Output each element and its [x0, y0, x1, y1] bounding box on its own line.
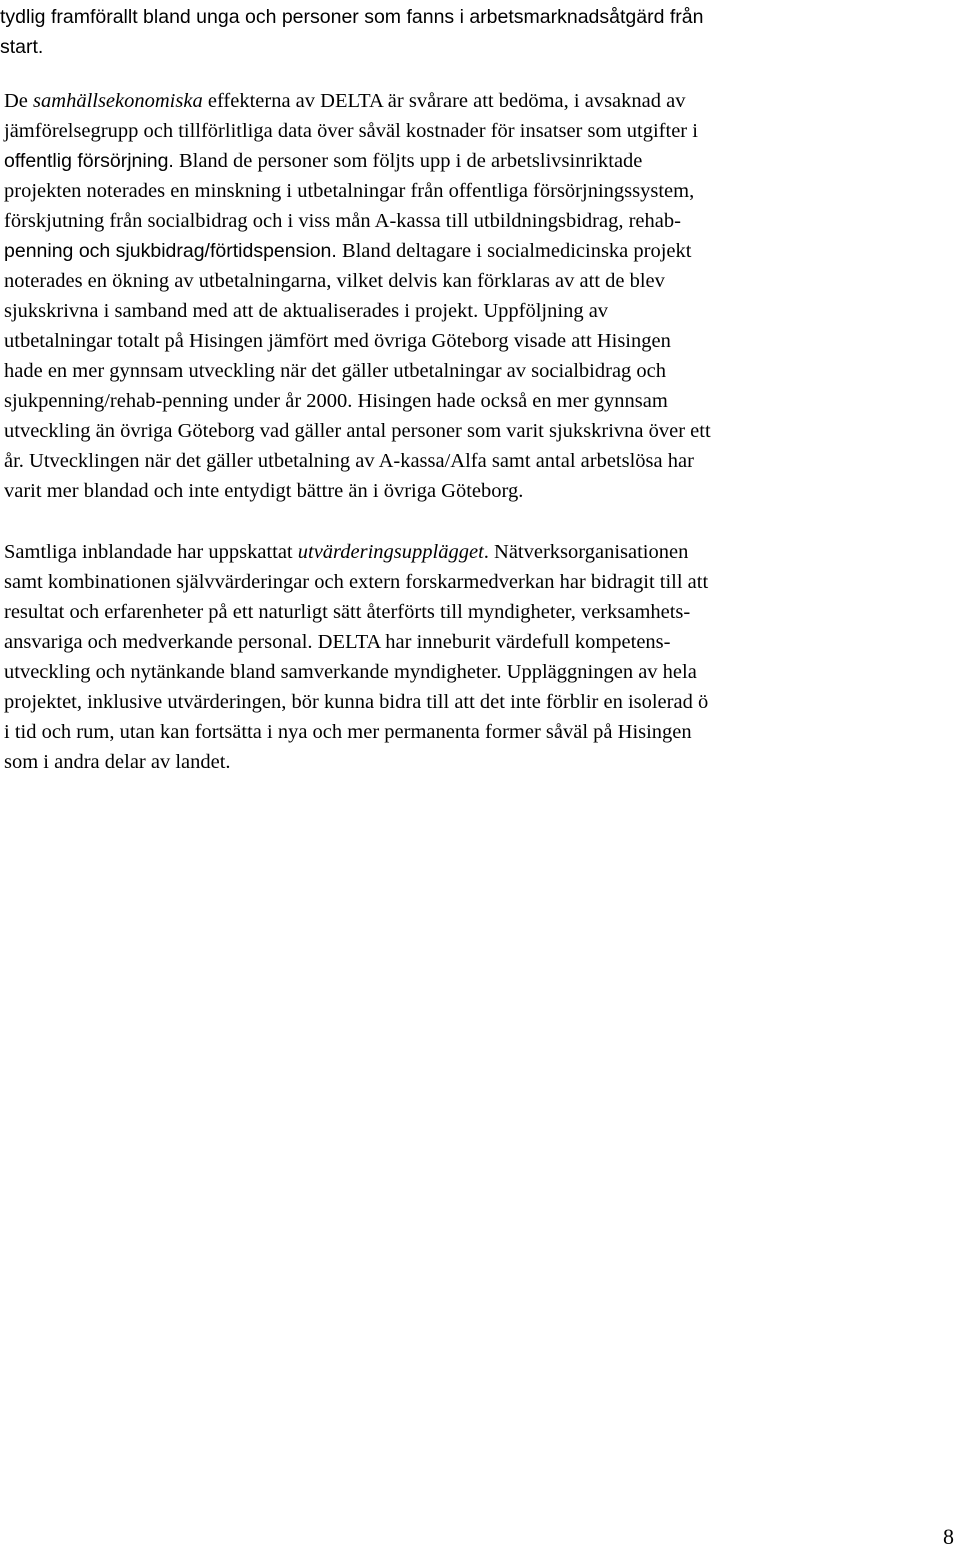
text-span: . Nätverksorganisationen: [483, 541, 689, 563]
text-line: i tid och rum, utan kan fortsätta i nya och mer permanenta former såväl på Hisingen: [4, 721, 692, 743]
paragraph-economic-effects: [4, 86, 711, 506]
paragraph-evaluation: [4, 537, 708, 777]
text-line: [4, 86, 711, 116]
text-line: sjukpenning/rehab-penning under år 2000. Hisingen hade också en mer gynnsam: [4, 390, 668, 412]
text-line: resultat och erfarenheter på ett naturligt sätt återförts till myndigheter, verksamhets-: [4, 601, 691, 623]
text-line: utveckling än övriga Göteborg vad gäller antal personer som varit sjukskrivna över ett: [4, 420, 711, 442]
text-line: som i andra delar av landet.: [4, 751, 231, 773]
text-line: samt kombinationen självvärderingar och extern forskarmedverkan har bidragit till att: [4, 571, 709, 593]
text-line: [4, 236, 711, 266]
text-line: förskjutning från socialbidrag och i viss mån A-kassa till utbildningsbidrag, rehab-: [4, 210, 681, 232]
text-line: ansvariga och medverkande personal. DELTA har inneburit värdefull kompetens-: [4, 631, 671, 653]
text-line: noterades en ökning av utbetalningarna, vilket delvis kan förklaras av att de blev: [4, 270, 665, 292]
text-line: jämförelsegrupp och tillförlitliga data över såväl kostnader för insatser som utgifter i: [4, 120, 698, 142]
text-line: [4, 537, 708, 567]
text-line: start.: [0, 36, 44, 58]
text-line: utbetalningar totalt på Hisingen jämfört med övriga Göteborg visade att Hisingen: [4, 330, 671, 352]
text-span: Bland de personer som följts upp i de arbetslivsinriktade: [173, 150, 643, 172]
text-line: år. Utvecklingen när det gäller utbetalning av A-kassa/Alfa samt antal arbetslösa har: [4, 450, 694, 472]
text-span: effekterna av DELTA är svårare att bedöma, i avsaknad av: [202, 90, 686, 112]
text-line: tydlig framförallt bland unga och personer som fanns i arbetsmarknadsåtgärd från: [0, 6, 704, 28]
text-line: varit mer blandad och inte entydigt bättre än i övriga Göteborg.: [4, 480, 524, 502]
italic-term: samhällsekonomiska: [33, 90, 203, 112]
text-line: sjukskrivna i samband med att de aktualiserades i projekt. Uppföljning av: [4, 300, 609, 322]
text-line: hade en mer gynnsam utveckling när det gäller utbetalningar av socialbidrag och: [4, 360, 667, 382]
text-line: utveckling och nytänkande bland samverkande myndigheter. Uppläggningen av hela: [4, 661, 697, 683]
text-span: Samtliga inblandade har uppskattat: [4, 541, 298, 563]
text-span: Bland deltagare i socialmedicinska projekt: [336, 240, 692, 262]
text-span: penning och sjukbidrag/förtidspension.: [4, 240, 337, 262]
text-span: De: [4, 90, 34, 112]
text-line: [4, 146, 711, 176]
page-number: 8: [943, 1524, 954, 1549]
text-line: projektet, inklusive utvärderingen, bör kunna bidra till att det inte förblir en isolerad ö: [4, 691, 709, 713]
italic-term: utvärderingsupplägget: [297, 541, 484, 563]
intro-paragraph: [0, 2, 703, 62]
text-span: offentlig försörjning.: [4, 150, 174, 172]
text-line: projekten noterades en minskning i utbetalningar från offentliga försörjningssystem,: [4, 180, 695, 202]
